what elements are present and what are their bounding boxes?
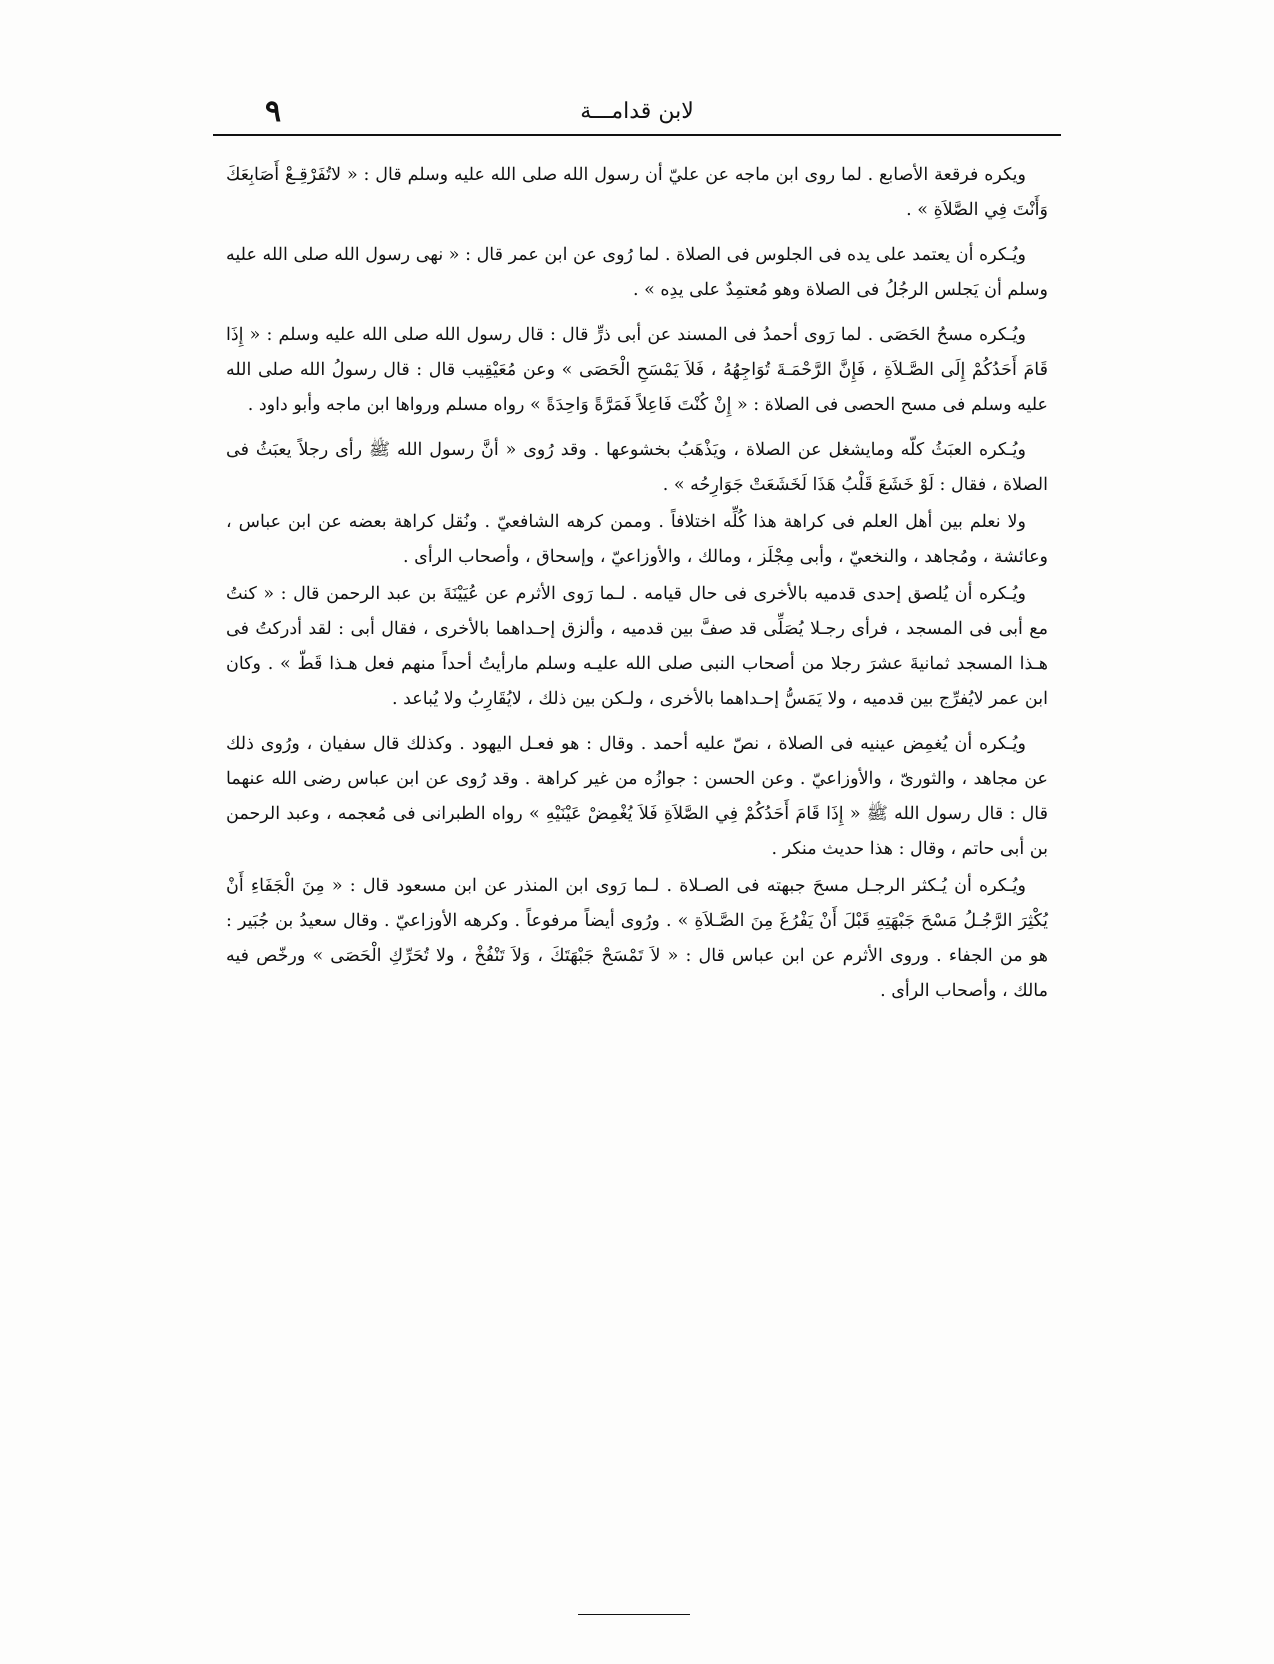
paragraph: ويُـكره العبَثُ كلّه ومايشغل عن الصلاة ، ويَذْهَبُ بخشوعها . وقد رُوى « أنَّ رسول الله ﷺ رأى رجلاً يعبَثُ فى الصلاة ، فقال : لَوْ خَشَعَ قَلْبُ هَذَا لَخَشَعَتْ جَوَارِحُه » . xyxy=(226,440,1048,495)
page-header xyxy=(213,92,1061,134)
paragraph: ويُـكره أن يعتمد على يده فى الجلوس فى الصلاة . لما رُوى عن ابن عمر قال : « نهى رسول الله صلى الله عليه وسلم أن يَجلس الرجُلُ فى الصلاة وهو مُعتمِدٌ على يدِه » . xyxy=(226,245,1048,300)
paragraph: ويُـكره أن يُـكثر الرجـل مسحَ جبهته فى الصـلاة . لـما رَوى ابن المنذر عن ابن مسعود قال : « مِنَ الْجَفَاءِ أَنْ يُكْثِرَ الرَّجُـلُ مَسْحَ جَبْهَتِهِ قَبْلَ أَنْ يَفْرُغَ مِنَ الصَّـلاَةِ » . ورُوى أيضاً مرفوعاً . وكرهه الأوزاعيّ . وقال سعيدُ بن جُبَير : هو من الجفاء . وروى الأثرم عن ابن عباس قال : « لاَ تَمْسَحْ جَبْهَتَكَ ، وَلاَ تَنْفُخْ ، ولا تُحَرِّكِ الْحَصَى » ورخّص فيه مالك ، وأصحاب الرأى . xyxy=(226,876,1048,1001)
header-rule xyxy=(213,134,1061,136)
footer-rule xyxy=(578,1614,690,1615)
paragraph: ويُـكره أن يُلصق إحدى قدميه بالأخرى فى حال قيامه . لـما رَوى الأثرم عن عُيَيْنَةَ بن عبد الرحمن قال : « كنتُ مع أبى فى المسجد ، فرأى رجـلا يُصَلِّى قد صفَّ بين قدميه ، وألزق إحـداهما بالأخرى ، فقال أبى : لقد أدركتُ فى هـذا المسجد ثمانيةَ عشرَ رجلا من أصحاب النبى صلى الله عليـه وسلم مارأيتُ أحداً منهم فعل هـذا قَطّ » . وكان ابن عمر لايُفرِّج بين قدميه ، ولا يَمَسُّ إحـداهما بالأخرى ، ولـكن بين ذلك ، لايُقَارِبُ ولا يُباعد . xyxy=(226,584,1048,709)
paragraph: ويُـكره أن يُغمِض عينيه فى الصلاة ، نصّ عليه أحمد . وقال : هو فعـل اليهود . وكذلك قال سفيان ، ورُوى ذلك عن مجاهد ، والثورىّ ، والأوزاعيّ . وعن الحسن : جوازُه من غير كراهة . وقد رُوى عن ابن عباس رضى الله عنهما قال : قال رسول الله ﷺ « إِذَا قَامَ أَحَدُكُمْ فِي الصَّلاَةِ فَلاَ يُغْمِضْ عَيْنَيْهِ » رواه الطبرانى فى مُعجمه ، وعبد الرحمن بن أبى حاتم ، وقال : هذا حديث منكر . xyxy=(226,734,1048,859)
running-title: لابن قدامـــة xyxy=(580,99,694,124)
page-number: ٩ xyxy=(265,94,282,129)
body-text xyxy=(226,158,1048,1019)
paragraph: ولا نعلم بين أهل العلم فى كراهة هذا كُلِّه اختلافاً . وممن كرهه الشافعيّ . ونُقل كراهة بعضه عن ابن عباس ، وعائشة ، ومُجاهد ، والنخعيّ ، وأبى مِجْلَز ، ومالك ، والأوزاعيّ ، وإسحاق ، وأصحاب الرأى . xyxy=(226,512,1048,567)
paragraph: ويُـكره مسحُ الحَصَى . لما رَوى أحمدُ فى المسند عن أبى ذرٍّ قال : قال رسول الله صلى الله عليه وسلم : « إِذَا قَامَ أَحَدُكُمْ إِلَى الصَّـلاَةِ ، فَإِنَّ الرَّحْمَـةَ تُوَاجِهُهُ ، فَلاَ يَمْسَحِ الْحَصَى » وعن مُعَيْقِيب قال : قال رسولُ الله صلى الله عليه وسلم فى مسح الحصى فى الصلاة : « إِنْ كُنْتَ فَاعِلاً فَمَرَّةً وَاحِدَةً » رواه مسلم ورواها ابن ماجه وأبو داود . xyxy=(226,325,1048,415)
paragraph: ويكره فرقعة الأصابع . لما روى ابن ماجه عن عليّ أن رسول الله صلى الله عليه وسلم قال : « لاتُفَرْقِـعْ أَصَابِعَكَ وَأَنْتَ فِي الصَّلاَةِ » . xyxy=(226,165,1048,220)
